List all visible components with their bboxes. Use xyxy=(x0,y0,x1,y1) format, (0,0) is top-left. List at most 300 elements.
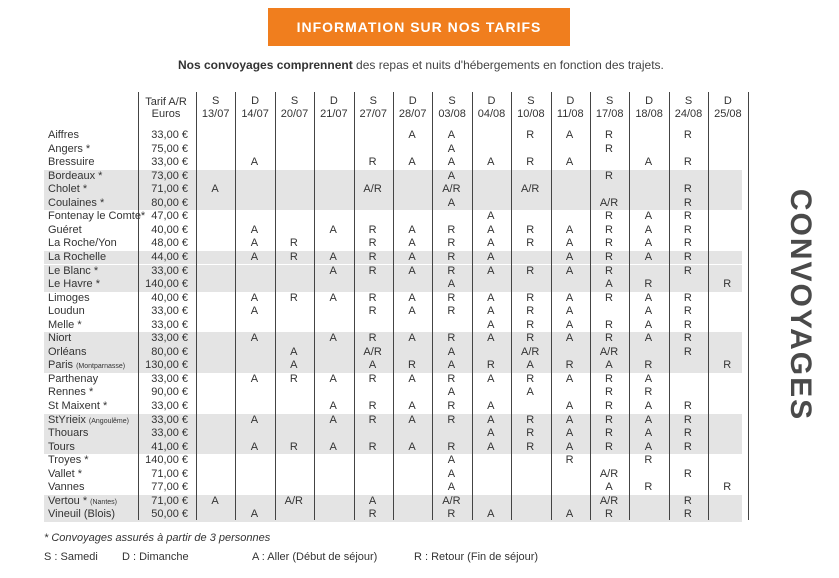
city-name xyxy=(48,495,117,509)
trip-cell: A xyxy=(250,305,259,318)
page-banner: INFORMATION SUR NOS TARIFS xyxy=(268,8,570,46)
trip-cell: A xyxy=(565,156,574,169)
price-value: 33,00 € xyxy=(151,318,188,331)
column-divider xyxy=(314,92,315,520)
trip-cell: R xyxy=(605,237,613,250)
city-name xyxy=(48,319,82,333)
trip-cell: A xyxy=(487,264,495,277)
city-label: Cholet * xyxy=(48,183,88,196)
trip-cell: A xyxy=(447,278,456,291)
city-label: Vallet * xyxy=(48,467,83,480)
city-name xyxy=(48,278,100,292)
trip-cell: A/R xyxy=(363,345,382,358)
trip-cell: A xyxy=(290,345,298,358)
city-label: Guéret xyxy=(48,223,82,236)
trip-cell: A/R xyxy=(599,196,619,209)
column-date: 11/08 xyxy=(556,108,584,120)
trip-cell: A xyxy=(644,440,653,453)
trip-cell: R xyxy=(447,332,456,345)
trip-cell: R xyxy=(605,142,613,155)
column-day: D xyxy=(566,95,575,107)
trip-cell: A xyxy=(487,508,495,521)
trip-cell: A xyxy=(250,237,259,250)
trip-cell: R xyxy=(723,359,732,372)
trip-cell: R xyxy=(486,359,495,372)
trip-cell: A xyxy=(211,183,219,196)
trip-cell: A xyxy=(644,372,653,385)
trip-cell: R xyxy=(447,264,456,277)
city-name xyxy=(48,143,90,157)
trip-cell: A xyxy=(565,413,574,426)
intro-rest: des repas et nuits d'hébergements en fonction des trajets. xyxy=(352,58,664,72)
trip-cell: R xyxy=(368,264,377,277)
column-day: S xyxy=(684,95,693,107)
trip-cell: A xyxy=(644,210,653,223)
trip-cell: A xyxy=(487,237,495,250)
city-label: La Rochelle xyxy=(48,250,107,263)
city-name xyxy=(48,454,89,468)
city-label: Aiffres xyxy=(48,129,79,141)
trip-cell: A xyxy=(565,508,574,521)
trip-cell: R xyxy=(289,440,298,453)
trip-cell: A xyxy=(447,196,456,209)
price-value: 44,00 € xyxy=(151,250,188,263)
trip-cell: R xyxy=(368,413,377,426)
column-day: D xyxy=(487,95,496,107)
trip-cell: A xyxy=(408,332,416,345)
price-header-line2: Euros xyxy=(151,108,181,120)
column-divider xyxy=(196,92,197,520)
trip-cell: R xyxy=(526,264,535,277)
trip-cell: A xyxy=(487,318,495,331)
footnote-text: * Convoyages assurés à partir de 3 personnes xyxy=(44,532,271,544)
price-value: 130,00 € xyxy=(145,359,188,372)
side-title-text: CONVOYAGES xyxy=(784,188,817,422)
trip-cell: R xyxy=(683,264,692,277)
trip-cell: R xyxy=(683,250,692,263)
trip-cell: R xyxy=(447,250,456,263)
trip-cell: R xyxy=(447,372,456,385)
column-day: D xyxy=(251,95,260,107)
trip-cell: R xyxy=(368,291,377,304)
trip-cell: A xyxy=(290,359,298,372)
price-value: 33,00 € xyxy=(151,156,188,169)
trip-cell: A xyxy=(565,250,574,263)
trip-cell: R xyxy=(565,359,574,372)
trip-cell: A xyxy=(329,223,337,236)
trip-cell: A xyxy=(565,305,574,318)
city-name xyxy=(48,183,87,197)
trip-cell: A xyxy=(487,427,495,440)
city-name xyxy=(48,400,107,414)
trip-cell: R xyxy=(526,129,535,141)
city-name xyxy=(48,237,117,251)
city-name xyxy=(48,156,94,170)
trip-cell: A xyxy=(526,359,534,372)
trip-cell: R xyxy=(368,223,377,236)
trip-cell: A xyxy=(250,223,259,236)
price-value: 77,00 € xyxy=(151,481,188,494)
city-sublabel: (Angoulême) xyxy=(88,417,129,425)
trip-cell: R xyxy=(683,183,692,196)
city-label: Thouars xyxy=(48,427,89,440)
price-value: 47,00 € xyxy=(151,210,188,223)
city-label: Vineuil (Blois) xyxy=(48,508,116,521)
price-value: 71,00 € xyxy=(151,494,188,507)
trip-cell: R xyxy=(683,210,692,223)
trip-cell: R xyxy=(683,291,692,304)
city-name xyxy=(48,265,98,279)
trip-cell: R xyxy=(605,332,613,345)
trip-cell: R xyxy=(368,332,377,345)
trip-cell: R xyxy=(526,440,535,453)
city-label: Tours xyxy=(48,440,75,453)
price-value: 33,00 € xyxy=(151,129,188,141)
trip-cell: R xyxy=(605,372,613,385)
trip-cell: R xyxy=(368,372,377,385)
trip-cell: R xyxy=(605,169,613,182)
city-label: Rennes * xyxy=(48,386,94,399)
trip-cell: R xyxy=(723,481,732,494)
trip-cell: R xyxy=(683,427,692,440)
trip-cell: A/R xyxy=(599,494,619,507)
trip-cell: A xyxy=(408,400,416,412)
city-name xyxy=(48,386,93,400)
price-value: 90,00 € xyxy=(151,386,188,399)
trip-cell: R xyxy=(447,440,456,453)
column-day: S xyxy=(212,95,220,107)
city-label: Troyes * xyxy=(48,454,89,467)
column-date: 03/08 xyxy=(438,108,466,120)
trip-cell: R xyxy=(605,318,613,331)
trip-cell: A xyxy=(565,318,574,331)
table-divider xyxy=(138,92,139,520)
trip-cell: A xyxy=(487,413,495,426)
trip-cell: A xyxy=(447,345,456,358)
trip-cell: A xyxy=(408,250,416,263)
price-value: 75,00 € xyxy=(151,142,188,155)
trip-cell: A xyxy=(329,440,337,453)
trip-cell: R xyxy=(683,345,692,358)
trip-cell: R xyxy=(289,237,298,250)
city-name xyxy=(48,197,104,211)
city-label: Fontenay le Comte* xyxy=(48,210,146,223)
trip-cell: A xyxy=(211,494,219,507)
trip-cell: R xyxy=(526,427,535,440)
price-value: 50,00 € xyxy=(151,508,188,521)
city-name xyxy=(48,332,71,346)
trip-cell: R xyxy=(683,413,692,426)
trip-cell: A/R xyxy=(521,345,540,358)
trip-cell: A xyxy=(408,305,416,318)
column-divider xyxy=(708,92,709,520)
trip-cell: R xyxy=(605,250,613,263)
column-date: 27/07 xyxy=(359,108,388,120)
city-sublabel: (Montparnasse) xyxy=(76,363,126,371)
price-value: 33,00 € xyxy=(151,413,188,426)
price-value: 40,00 € xyxy=(151,223,188,236)
trip-cell: R xyxy=(447,508,456,521)
footnote xyxy=(44,532,270,544)
column-day: S xyxy=(606,95,614,107)
trip-cell: A xyxy=(447,454,456,467)
trip-cell: R xyxy=(526,318,535,331)
trip-cell: R xyxy=(526,156,535,169)
city-name xyxy=(48,170,102,184)
column-date: 28/07 xyxy=(398,108,427,120)
trip-cell: A/R xyxy=(442,494,461,507)
city-label: Limoges xyxy=(48,291,90,304)
price-value: 48,00 € xyxy=(151,237,188,250)
column-date: 10/08 xyxy=(517,108,545,120)
trip-cell: R xyxy=(605,413,613,426)
price-value: 33,00 € xyxy=(151,305,188,318)
trip-cell: R xyxy=(526,413,535,426)
trip-cell: A xyxy=(250,372,259,385)
city-name xyxy=(48,346,87,360)
trip-cell: R xyxy=(644,454,653,467)
trip-cell: R xyxy=(683,237,692,250)
column-date: 25/08 xyxy=(714,108,742,120)
trip-cell: A xyxy=(487,223,495,236)
trip-cell: A xyxy=(565,427,574,440)
trip-cell: A xyxy=(250,250,259,263)
trip-cell: A xyxy=(605,481,613,494)
city-name xyxy=(48,251,106,265)
trip-cell: A xyxy=(447,169,456,182)
column-date: 20/07 xyxy=(280,108,309,120)
trip-cell: R xyxy=(605,427,613,440)
city-label: Bordeaux * xyxy=(48,169,103,182)
city-label: Le Blanc * xyxy=(48,264,99,277)
trip-cell: A xyxy=(447,156,456,169)
trip-cell: R xyxy=(605,210,613,223)
trip-cell: R xyxy=(447,413,456,426)
column-divider xyxy=(748,92,749,520)
trip-cell: R xyxy=(605,264,613,277)
trip-cell: A xyxy=(250,413,259,426)
trip-cell: A xyxy=(250,156,259,169)
price-value: 33,00 € xyxy=(151,332,188,345)
trip-cell: A xyxy=(565,129,574,141)
trip-cell: A xyxy=(565,291,574,304)
trip-cell: R xyxy=(644,386,653,399)
city-label: Melle * xyxy=(48,318,82,331)
trip-cell: R xyxy=(447,305,456,318)
trip-cell: A/R xyxy=(599,345,619,358)
column-date: 13/07 xyxy=(201,108,230,120)
trip-cell: R xyxy=(683,223,692,236)
trip-cell: A xyxy=(487,400,495,412)
trip-cell: A xyxy=(487,440,495,453)
city-name xyxy=(48,414,129,428)
trip-cell: R xyxy=(289,372,298,385)
trip-cell: R xyxy=(605,508,613,521)
price-header-line1: Tarif A/R xyxy=(145,96,187,108)
city-name xyxy=(48,224,82,238)
trip-cell: R xyxy=(683,508,692,521)
trip-cell: A xyxy=(447,481,456,494)
trip-cell: R xyxy=(368,237,377,250)
trip-cell: A xyxy=(250,291,259,304)
price-value: 71,00 € xyxy=(151,183,188,196)
trip-cell: A xyxy=(447,467,456,480)
trip-cell: A xyxy=(408,372,416,385)
trip-cell: A xyxy=(329,332,337,345)
column-day: D xyxy=(408,95,417,107)
price-value: 71,00 € xyxy=(151,467,188,480)
trip-cell: A xyxy=(447,142,456,155)
trip-cell: R xyxy=(683,400,692,412)
trip-cell: A xyxy=(487,291,495,304)
trip-cell: R xyxy=(565,454,574,467)
city-label: Paris xyxy=(48,359,74,372)
trip-cell: A xyxy=(329,413,337,426)
legend-samedi: S : Samedi xyxy=(44,551,98,563)
column-day: S xyxy=(290,95,299,107)
trip-cell: R xyxy=(447,223,456,236)
trip-cell: A xyxy=(250,508,259,521)
trip-cell: A xyxy=(565,237,574,250)
trip-cell: R xyxy=(289,291,298,304)
trip-cell: A xyxy=(644,291,653,304)
trip-cell: R xyxy=(683,129,692,141)
trip-cell: R xyxy=(644,481,653,494)
column-date: 24/08 xyxy=(674,108,703,120)
trip-cell: A xyxy=(565,400,574,412)
trip-cell: A xyxy=(487,332,495,345)
trip-cell: A xyxy=(408,237,416,250)
trip-cell: A xyxy=(644,332,653,345)
city-label: StYrieix xyxy=(48,413,86,426)
trip-cell: R xyxy=(683,196,692,209)
trip-cell: A xyxy=(487,156,495,169)
city-label: Orléans xyxy=(48,345,87,358)
trip-cell: R xyxy=(368,305,377,318)
trip-cell: A xyxy=(408,440,416,453)
trip-cell: A xyxy=(565,372,574,385)
trip-cell: R xyxy=(683,494,692,507)
city-name xyxy=(48,373,98,387)
trip-cell: R xyxy=(368,508,377,521)
trip-cell: R xyxy=(289,250,298,263)
price-value: 33,00 € xyxy=(151,400,188,412)
trip-cell: A xyxy=(644,237,653,250)
city-label: La Roche/Yon xyxy=(48,237,117,250)
column-date: 21/07 xyxy=(320,108,348,120)
trip-cell: R xyxy=(447,237,456,250)
trip-cell: A xyxy=(644,156,653,169)
trip-cell: A xyxy=(447,386,456,399)
trip-cell: R xyxy=(605,386,613,399)
city-name xyxy=(48,508,115,522)
trip-cell: R xyxy=(644,359,653,372)
trip-cell: A xyxy=(408,264,416,277)
trip-cell: A xyxy=(487,372,495,385)
city-name xyxy=(48,468,82,482)
trip-cell: R xyxy=(683,440,692,453)
price-value: 33,00 € xyxy=(151,372,188,385)
trip-cell: A xyxy=(644,305,653,318)
trip-cell: A/R xyxy=(599,467,619,480)
trip-cell: A xyxy=(447,359,456,372)
price-value: 33,00 € xyxy=(151,264,188,277)
price-value: 41,00 € xyxy=(151,440,188,453)
column-day: D xyxy=(723,95,732,107)
trip-cell: A/R xyxy=(442,183,461,196)
legend-dimanche: D : Dimanche xyxy=(122,551,189,563)
trip-cell: A xyxy=(329,400,337,412)
trip-cell: A xyxy=(605,278,613,291)
column-date: 14/07 xyxy=(241,108,269,120)
city-label: Parthenay xyxy=(48,372,99,385)
trip-cell: R xyxy=(368,156,377,169)
trip-cell: R xyxy=(683,467,692,480)
side-title xyxy=(770,190,830,420)
column-day: D xyxy=(329,95,338,107)
price-value: 73,00 € xyxy=(151,169,188,182)
trip-cell: R xyxy=(368,440,377,453)
trip-cell: A/R xyxy=(363,183,382,196)
trip-cell: R xyxy=(526,223,535,236)
trip-cell: A xyxy=(644,250,653,263)
trip-cell: A xyxy=(644,413,653,426)
price-value: 33,00 € xyxy=(151,427,188,440)
trip-cell: A xyxy=(329,250,337,263)
city-label: Bressuire xyxy=(48,156,95,169)
price-value: 140,00 € xyxy=(145,278,188,291)
trip-cell: R xyxy=(605,440,613,453)
column-date: 18/08 xyxy=(635,108,663,120)
legend-retour: R : Retour (Fin de séjour) xyxy=(414,551,539,563)
trip-cell: R xyxy=(368,400,377,412)
trip-cell: R xyxy=(605,129,613,141)
trip-cell: A xyxy=(250,332,259,345)
intro-bold: Nos convoyages comprennent xyxy=(178,58,353,72)
city-name xyxy=(48,359,125,373)
trip-cell: A xyxy=(644,223,653,236)
city-label: Niort xyxy=(48,332,72,345)
trip-cell: R xyxy=(605,291,613,304)
trip-cell: A xyxy=(644,400,653,412)
intro-text xyxy=(178,58,664,72)
column-date: 04/08 xyxy=(477,108,506,120)
city-label: Coulaines * xyxy=(48,196,105,209)
trip-cell: R xyxy=(526,237,535,250)
column-day: D xyxy=(645,95,654,107)
trip-cell: A xyxy=(487,305,495,318)
city-label: Angers * xyxy=(48,142,91,155)
column-date: 17/08 xyxy=(595,108,624,120)
trip-cell: R xyxy=(683,332,692,345)
trip-cell: A xyxy=(565,440,574,453)
trip-cell: A xyxy=(526,386,534,399)
trip-cell: R xyxy=(723,278,732,291)
trip-cell: A xyxy=(565,264,574,277)
trip-cell: R xyxy=(683,156,692,169)
trip-cell: R xyxy=(526,291,535,304)
city-name xyxy=(48,427,88,441)
city-label: Vannes xyxy=(48,481,85,494)
trip-cell: A xyxy=(329,291,337,304)
trip-cell: A xyxy=(487,210,495,223)
trip-cell: R xyxy=(605,223,613,236)
trip-cell: R xyxy=(526,372,535,385)
trip-cell: A xyxy=(408,156,416,169)
city-name xyxy=(48,292,90,306)
trip-cell: R xyxy=(368,250,377,263)
trip-cell: A/R xyxy=(284,494,303,507)
